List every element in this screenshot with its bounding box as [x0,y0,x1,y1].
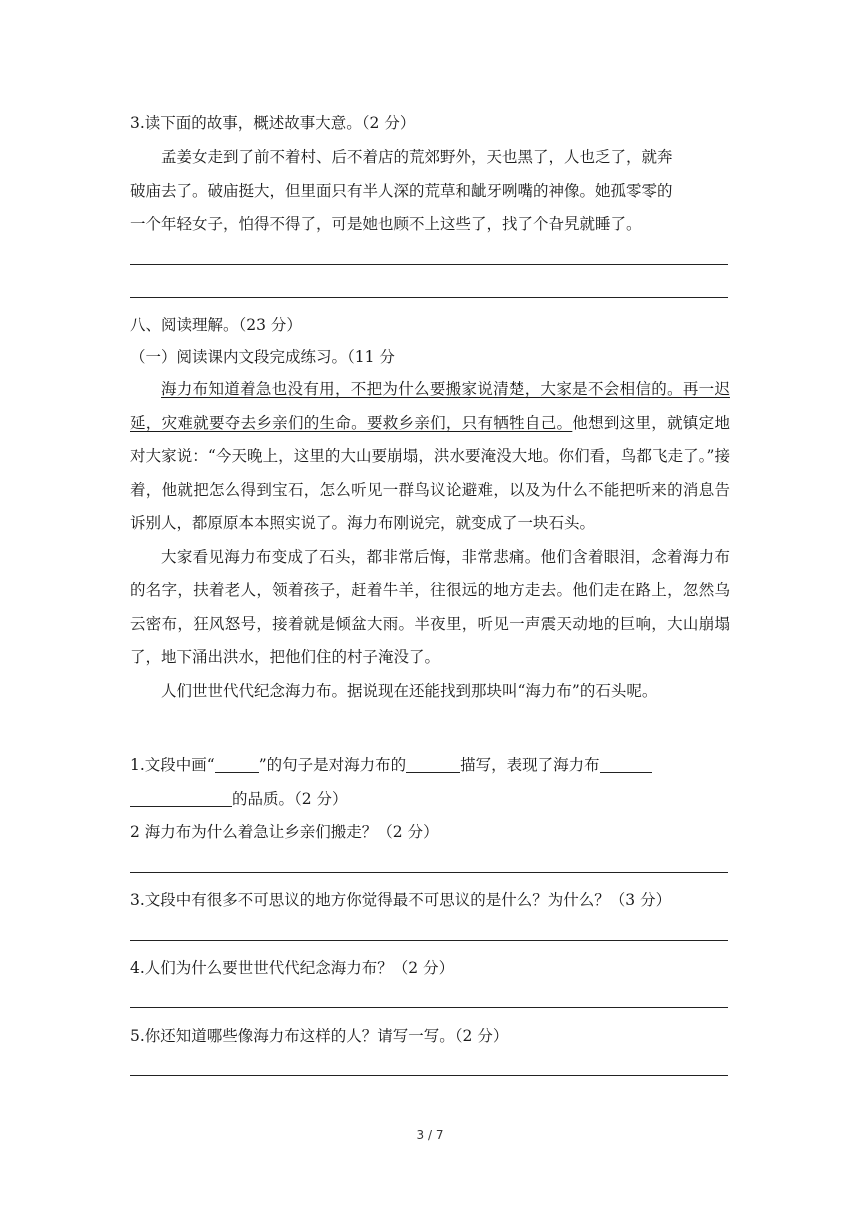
fill-blank[interactable] [600,756,652,773]
question-1 [130,754,730,776]
answer-line[interactable] [130,872,728,873]
underlined-sentence: 海力布知道着急也没有用，不把为什么要搬家说清楚，大家是不会相信的。 [161,380,683,398]
answer-line[interactable] [130,1075,728,1076]
question-3: 3.文段中有很多不可思议的地方你觉得最不可思议的是什么？为什么？（3 分） [130,891,672,909]
story-line: 孟姜女走到了前不着村、后不着店的荒郊野外，天也黑了，人也乏了，就奔 [161,148,673,166]
question-1-text: 1.文段中画“ [130,756,215,774]
question-1-text: ”的句子是对海力布的 [258,756,407,774]
story-line: 一个年轻女子，怕得不得了，可是她也顾不上这些了，找了个旮旯就睡了。 [130,215,642,233]
fill-blank[interactable] [406,756,460,773]
question-1-text: 的品质。（2 分） [232,790,348,808]
fill-blank[interactable] [130,790,232,807]
question-1-cont [130,788,730,810]
passage-text: 他想到这里，就镇定地对大家说：“今天晚上，这里的大山要崩塌，洪水要淹没大地。你们看，鸟都飞走了。”接着，他就把怎么得到宝石，怎么听见一群鸟议论避难，以及为什么不能把听来的消息告诉别人，都原原本本照实说了。海力布刚说完，就变成了一块石头。 [130,413,730,532]
passage-paragraph-2: 大家看见海力布变成了石头，都非常后悔，非常悲痛。他们含着眼泪，念着海力布的名字，扶着老人，领着孩子，赶着牛羊，往很远的地方走去。他们走在路上，忽然乌云密布，狂风怒号，接着就是倾盆大雨。半夜里，听见一声震天动地的巨响，大山崩塌了，地下涌出洪水，把他们住的村子淹没了。 [130,547,730,666]
story-question: 3.读下面的故事，概述故事大意。（2 分） [130,114,416,132]
answer-line[interactable] [130,297,728,298]
story-line: 破庙去了。破庙挺大，但里面只有半人深的荒草和龇牙咧嘴的神像。她孤零零的 [130,181,673,200]
story-paragraph [130,141,730,242]
underlined-sentence: 再一迟延，灾难就要夺去乡亲们的生命。要救乡亲们，只有牺牲自己。 [130,380,730,432]
page-number: 3 / 7 [416,1128,444,1142]
question-2: 2 海力布为什么着急让乡亲们搬走？（2 分） [130,823,439,841]
reading-passage [130,373,730,708]
answer-line[interactable] [130,940,728,941]
fill-blank[interactable] [215,756,259,773]
question-5: 5.你还知道哪些像海力布这样的人？请写一写。（2 分） [130,1027,509,1045]
question-1-text: 描写，表现了海力布 [460,756,600,774]
section-heading: 八、阅读理解。（23 分） [130,316,302,334]
sub-section-heading: （一）阅读课内文段完成练习。（11 分 [130,348,395,366]
answer-line[interactable] [130,1007,728,1008]
question-4: 4.人们为什么要世世代代纪念海力布？（2 分） [130,959,455,977]
passage-paragraph-1 [130,373,730,541]
answer-line[interactable] [130,264,728,265]
passage-paragraph-3: 人们世世代代纪念海力布。据说现在还能找到那块叫“海力布”的石头呢。 [161,681,658,700]
